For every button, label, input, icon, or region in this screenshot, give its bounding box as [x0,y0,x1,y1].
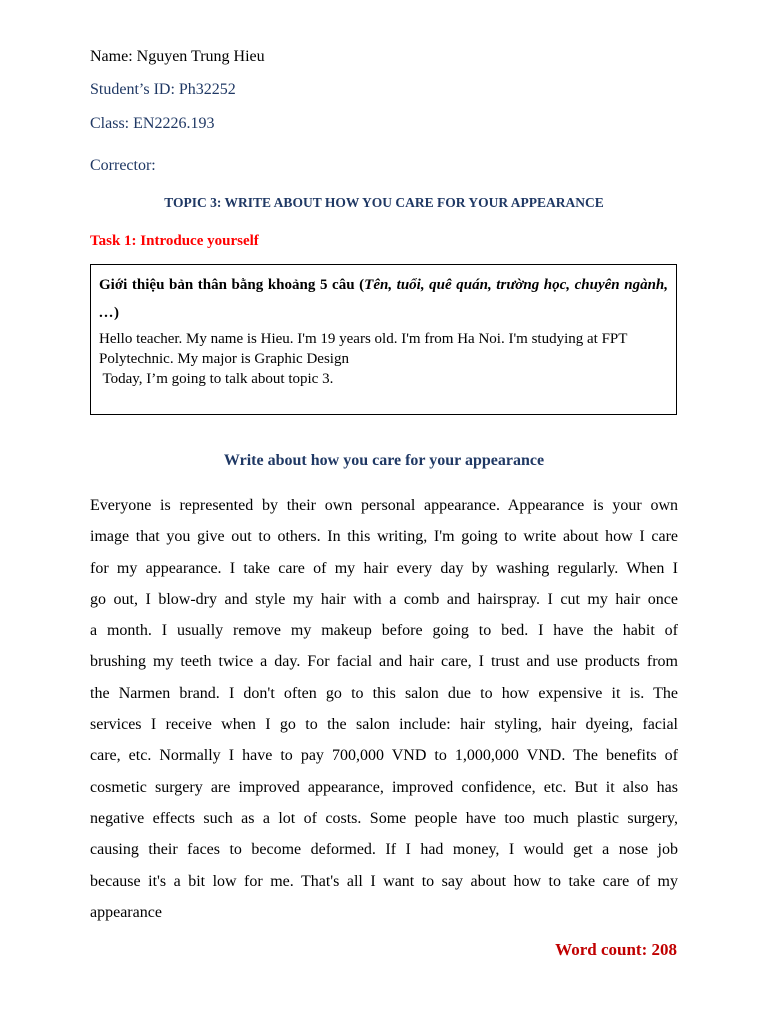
corrector-label: Corrector: [90,157,156,174]
essay-line: cosmetic surgery are improved appearance, improved confidence, etc. But it also has [90,778,678,796]
essay-line: services I receive when I go to the salon include: hair styling, hair dyeing, facial [90,716,678,734]
essay-line: negative effects such as a lot of costs. Some people have too much plastic surgery, [90,809,678,827]
task-1-answer-line: Hello teacher. My name is Hieu. I'm 19 years old. I'm from Ha Noi. I'm studying at FPT [99,331,628,347]
task-1-box [90,264,677,415]
task-1-answer-line: Polytechnic. My major is Graphic Design [99,351,349,367]
essay-line: because it's a bit low for me. That's all I want to say about how to take care of my [90,872,678,890]
essay-line: for my appearance. I take care of my hair every day by washing regularly. When I [90,559,678,577]
task-1-prompt-bold: Giới thiệu bản thân bằng khoảng 5 câu ( [99,277,365,293]
topic-title: TOPIC 3: WRITE ABOUT HOW YOU CARE FOR YOUR APPEARANCE [164,195,604,210]
essay-line: the Narmen brand. I don't often go to this salon due to how expensive it is. The [90,684,678,702]
essay-line: Everyone is represented by their own personal appearance. Appearance is your own [90,497,678,514]
word-count: Word count: 208 [555,940,677,959]
task-1-prompt [99,271,668,327]
essay-line: care, etc. Normally I have to pay 700,000 VND to 1,000,000 VND. The benefits of [90,747,678,765]
essay-line: image that you give out to others. In this writing, I'm going to write about how I care [90,528,678,546]
student-name: Name: Nguyen Trung Hieu [90,48,265,65]
essay-line: appearance [90,903,162,921]
essay-heading: Write about how you care for your appearance [223,452,545,469]
essay-line: a month. I usually remove my makeup before going to bed. I have the habit of [90,622,678,640]
student-id: Student’s ID: Ph32252 [90,81,236,98]
class-code: Class: EN2226.193 [90,115,215,132]
task-1-answer [99,329,668,389]
task-1-prompt-close: ) [114,305,119,321]
task-1-answer-line: Today, I’m going to talk about topic 3. [99,371,334,387]
task-1-title: Task 1: Introduce yourself [90,233,259,249]
task-1-prompt-italic: Tên, tuổi, quê quán, trường học, chuyên ngành, … [99,277,669,321]
essay-body [90,490,678,928]
essay-line: brushing my teeth twice a day. For facial and hair care, I trust and use products from [90,653,678,671]
essay-line: causing their faces to become deformed. If I had money, I would get a nose job [90,841,678,859]
essay-line: go out, I blow-dry and style my hair with a comb and hairspray. I cut my hair once [90,590,678,608]
